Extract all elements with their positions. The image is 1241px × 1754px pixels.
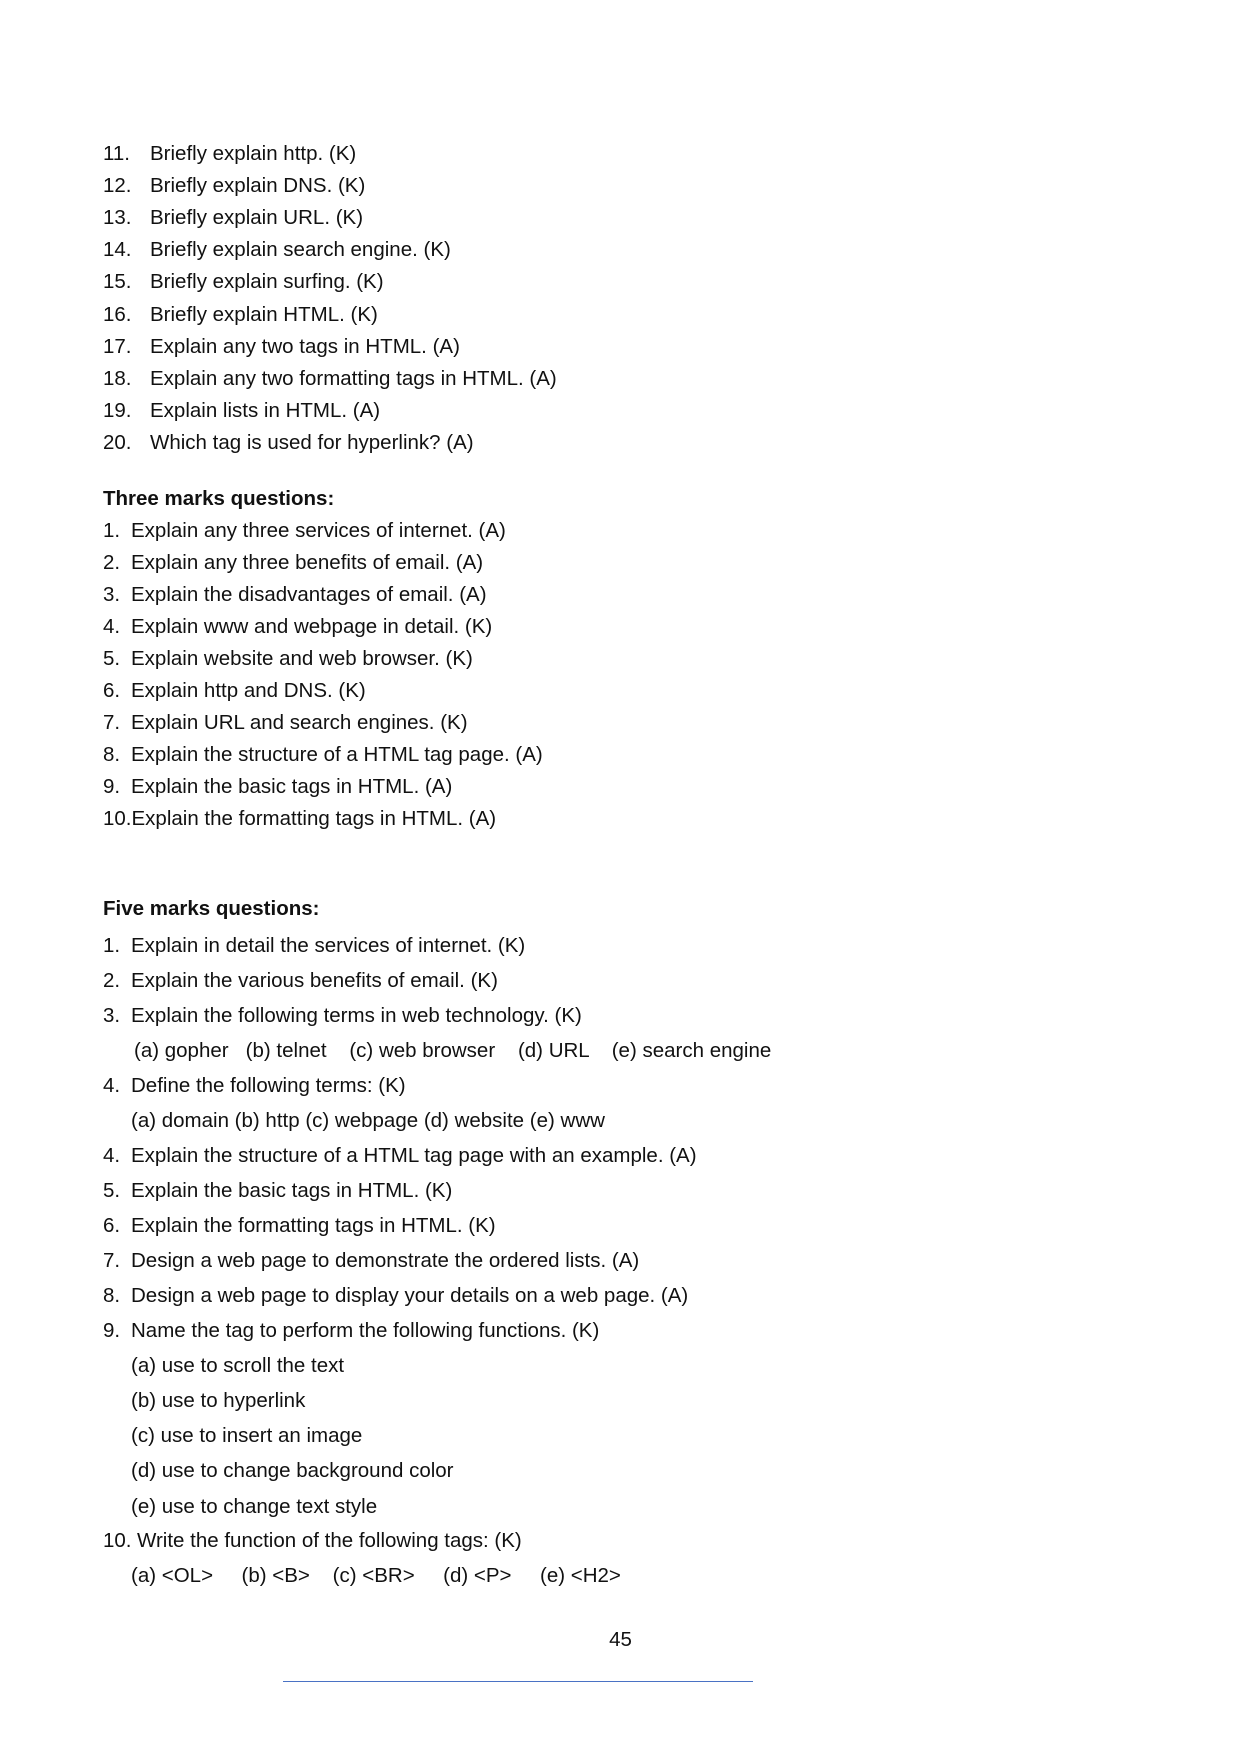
list-item: [103, 1213, 496, 1239]
list-item: [103, 968, 498, 994]
item-number: 1.: [103, 519, 121, 542]
item-number: 4.: [103, 1144, 121, 1167]
item-text: Define the following terms: (K): [131, 1074, 406, 1097]
list-item: [103, 237, 451, 263]
list-item: [103, 302, 378, 328]
item-text: Explain the following terms in web technology. (K): [131, 1004, 582, 1027]
item-number: 5.: [103, 647, 121, 670]
item-text: Explain any two tags in HTML. (A): [150, 335, 460, 358]
list-item: [103, 646, 473, 672]
item-number: 18.: [103, 367, 132, 390]
item-number: 8.: [103, 743, 121, 766]
item-number: 7.: [103, 1249, 121, 1272]
item-text: Briefly explain surfing. (K): [150, 270, 384, 293]
item-text: Explain in detail the services of internet. (K): [131, 934, 526, 957]
item-number: 13.: [103, 206, 132, 229]
list-item: [103, 205, 363, 231]
list-item: [103, 1178, 452, 1204]
list-item: [103, 398, 380, 424]
list-item: [103, 774, 452, 800]
item-text: Explain the structure of a HTML tag page with an example. (A): [131, 1144, 697, 1167]
item-number: 15.: [103, 270, 132, 293]
item-text: Briefly explain HTML. (K): [150, 303, 378, 326]
item-text: Explain any two formatting tags in HTML. (A): [150, 367, 557, 390]
list-subitem: (b) use to hyperlink: [131, 1389, 306, 1412]
list-subitem: (a) domain (b) http (c) webpage (d) website (e) www: [131, 1109, 605, 1132]
item-text: Briefly explain URL. (K): [150, 206, 364, 229]
item-text: Explain the formatting tags in HTML. (K): [131, 1214, 496, 1237]
item-text: Explain lists in HTML. (A): [150, 399, 381, 422]
list-subitem: (d) use to change background color: [131, 1459, 454, 1482]
list-subitem: (a) gopher (b) telnet (c) web browser (d) URL (e) search engine: [134, 1039, 772, 1062]
item-text: Briefly explain http. (K): [150, 142, 357, 165]
list-item: [103, 678, 366, 704]
item-number: 12.: [103, 174, 132, 197]
item-number: 16.: [103, 303, 132, 326]
item-number: 8.: [103, 1284, 121, 1307]
list-item: [103, 806, 496, 832]
list-subitem: (e) use to change text style: [131, 1495, 378, 1518]
list-item: [103, 173, 365, 199]
item-text: Explain URL and search engines. (K): [131, 711, 468, 734]
item-number: 2.: [103, 969, 121, 992]
list-item: [103, 742, 543, 768]
item-text: Explain any three benefits of email. (A): [131, 551, 484, 574]
page-number: 45: [609, 1628, 632, 1651]
list-subitem: (a) <OL> (b) <B> (c) <BR> (d) <P> (e) <H2>: [131, 1564, 621, 1587]
item-number: 3.: [103, 1004, 121, 1027]
list-item: [103, 430, 474, 456]
list-item: [103, 141, 356, 167]
item-number: 10.: [103, 807, 132, 830]
item-number: 3.: [103, 583, 121, 606]
item-number: 9.: [103, 1319, 121, 1342]
list-item: [103, 582, 487, 608]
item-number: 1.: [103, 934, 121, 957]
list-item: [103, 1283, 688, 1309]
item-number: 11.: [103, 142, 130, 165]
list-item: [103, 366, 557, 392]
list-item: [103, 550, 483, 576]
item-number: 6.: [103, 1214, 121, 1237]
item-text: Explain http and DNS. (K): [131, 679, 366, 702]
list-item: [103, 1073, 406, 1099]
item-text: Explain the basic tags in HTML. (K): [131, 1179, 453, 1202]
footer-divider: [283, 1681, 753, 1682]
item-number: 4.: [103, 615, 121, 638]
item-number: 19.: [103, 399, 132, 422]
item-text: Explain the structure of a HTML tag page. (A): [131, 743, 543, 766]
list-item: [103, 1318, 599, 1344]
item-text: Write the function of the following tags: (K): [137, 1529, 522, 1552]
item-text: Explain website and web browser. (K): [131, 647, 473, 670]
item-number: 14.: [103, 238, 132, 261]
item-text: Design a web page to display your details on a web page. (A): [131, 1284, 689, 1307]
item-text: Briefly explain DNS. (K): [150, 174, 366, 197]
list-item: [103, 1528, 522, 1554]
item-text: Explain the disadvantages of email. (A): [131, 583, 487, 606]
list-item: [103, 269, 384, 295]
list-item: [103, 1003, 582, 1029]
item-number: 2.: [103, 551, 121, 574]
item-text: Design a web page to demonstrate the ordered lists. (A): [131, 1249, 640, 1272]
item-number: 9.: [103, 775, 121, 798]
item-text: Explain www and webpage in detail. (K): [131, 615, 493, 638]
list-item: [103, 710, 468, 736]
list-item: [103, 334, 460, 360]
list-item: [103, 933, 525, 959]
item-number: 4.: [103, 1074, 121, 1097]
item-text: Explain the formatting tags in HTML. (A): [131, 807, 497, 830]
list-subitem: (c) use to insert an image: [131, 1424, 363, 1447]
five-marks-heading: Five marks questions:: [103, 897, 320, 920]
item-number: 20.: [103, 431, 132, 454]
item-text: Name the tag to perform the following functions. (K): [131, 1319, 600, 1342]
list-item: [103, 518, 506, 544]
item-text: Explain the basic tags in HTML. (A): [131, 775, 453, 798]
three-marks-heading: Three marks questions:: [103, 487, 335, 510]
item-text: Briefly explain search engine. (K): [150, 238, 451, 261]
item-number: 7.: [103, 711, 121, 734]
item-text: Explain the various benefits of email. (K): [131, 969, 498, 992]
item-text: Explain any three services of internet. (A): [131, 519, 506, 542]
item-number: 5.: [103, 1179, 121, 1202]
list-item: [103, 1248, 639, 1274]
list-item: [103, 1143, 697, 1169]
item-text: Which tag is used for hyperlink? (A): [150, 431, 474, 454]
list-item: [103, 614, 492, 640]
list-subitem: (a) use to scroll the text: [131, 1354, 345, 1377]
item-number: 6.: [103, 679, 121, 702]
item-number: 10.: [103, 1529, 132, 1552]
item-number: 17.: [103, 335, 132, 358]
